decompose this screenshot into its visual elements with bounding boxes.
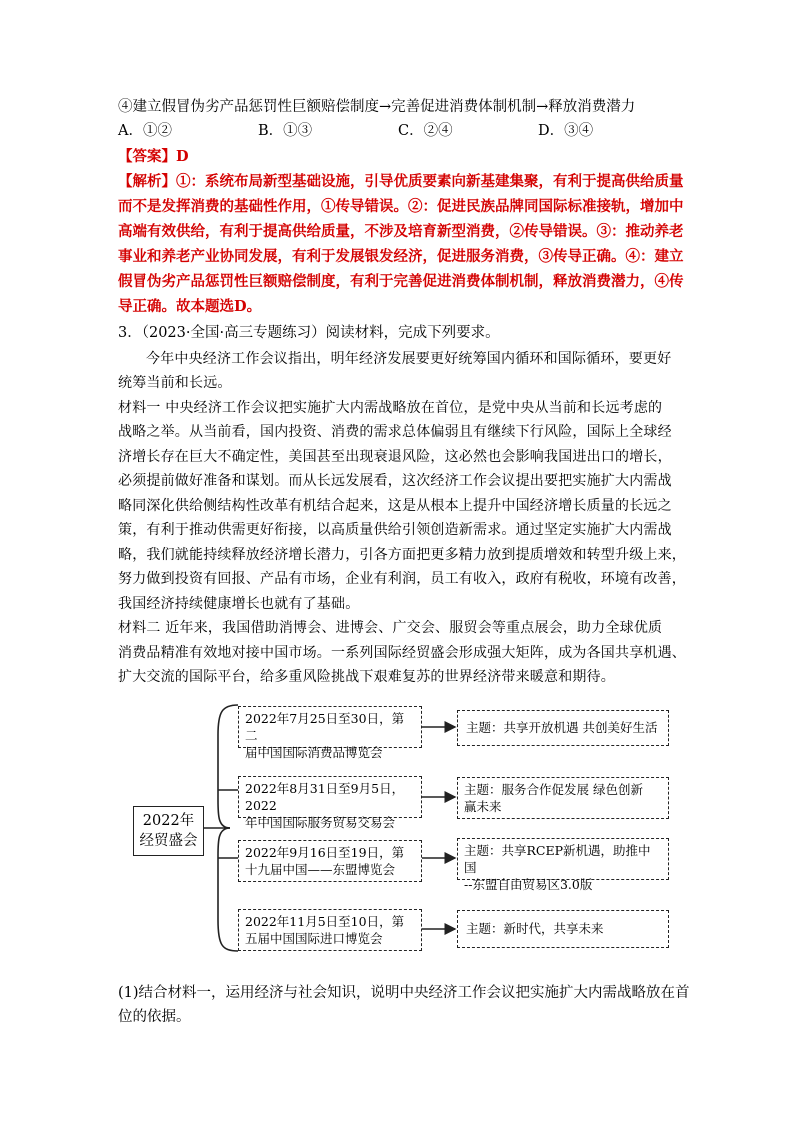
- event-date: 2022年11月5日至10日，第: [245, 914, 405, 929]
- material1-line: 材料一 中央经济工作会议把实施扩大内需战略放在首位，是党中央从当前和长远考虑的: [118, 400, 663, 416]
- analysis-line: 事业和养老产业协同发展，有利于发展银发经济，促进服务消费，③传导正确。④：建立: [118, 248, 684, 265]
- theme-box: [457, 777, 669, 819]
- analysis-line: 而不是发挥消费的基础性作用，①传导错误。②：促进民族品牌同国际标准接轨，增加中: [118, 198, 684, 215]
- theme-text: 主题：新时代，共享未来: [466, 921, 604, 936]
- question1-line: 位的依据。: [118, 1009, 191, 1025]
- brace-bottom: [218, 828, 238, 951]
- event-date: 2022年9月16日至19日，第: [245, 845, 405, 860]
- material1-line: 略，我们就能持续释放经济增长潜力，引各方面把更多精力放到提质增效和转型升级上来，: [118, 547, 686, 563]
- material1-line: 我国经济持续健康增长也就有了基础。: [118, 596, 360, 612]
- theme-text: 主题：服务合作促发展 绿色创新: [464, 782, 643, 797]
- answer: 【答案】D: [118, 148, 189, 165]
- material1-line: 略同深化供给侧结构性改革有机结合起来，这是从根本上提升中国经济增长质量的长远之: [118, 498, 672, 514]
- question-header: 3．（2023·全国·高三专题练习）阅读材料，完成下列要求。: [118, 325, 500, 341]
- analysis-line: 导正确。故本题选D。: [118, 298, 262, 315]
- root-line1: 2022年: [142, 813, 195, 829]
- root-line2: 经贸盛会: [139, 833, 198, 849]
- option-a: A．①②: [118, 123, 172, 139]
- event-name: 届中国国际消费品博览会: [245, 745, 383, 760]
- event-box: [238, 840, 422, 882]
- analysis-line: 假冒伪劣产品惩罚性巨额赔偿制度，有利于完善促进消费体制机制，释放消费潜力，④传: [118, 273, 684, 290]
- diagram-root: [133, 806, 204, 856]
- event-name: 五届中国国际进口博览会: [245, 931, 383, 946]
- material1-line: 努力做到投资有回报、产品有市场，企业有利润，员工有收入，政府有税收，环境有改善，: [118, 571, 686, 587]
- analysis-line: 高端有效供给，有利于提高供给质量，不涉及培育新型消费，②传导错误。③：推动养老: [118, 223, 684, 240]
- event-date: 2022年8月31日至9月5日，2022: [245, 781, 405, 813]
- theme-box: [457, 910, 669, 948]
- theme-text: --东盟自由贸易区3.0版: [464, 877, 593, 892]
- option-item-4: ④建立假冒伪劣产品惩罚性巨额赔偿制度→完善促进消费体制机制→释放消费潜力: [118, 99, 636, 115]
- event-name: 十九届中国——东盟博览会: [245, 862, 396, 877]
- event-box: [238, 776, 422, 830]
- event-name: 年中国国际服务贸易交易会: [245, 815, 396, 830]
- theme-text: 主题：共享RCEP新机遇，助推中国: [464, 843, 651, 875]
- intro-line: 统筹当前和长远。: [118, 375, 232, 391]
- material1-line: 济增长存在巨大不确定性，美国甚至出现衰退风险，这必然也会影响我国进出口的增长，: [118, 449, 672, 465]
- material1-line: 战略之举。从当前看，国内投资、消费的需求总体偏弱且有继续下行风险，国际上全球经: [118, 424, 672, 440]
- theme-box: [457, 838, 669, 892]
- event-date: 2022年7月25日至30日，第二: [245, 711, 405, 743]
- material1-line: 策，有利于推动供需更好衔接，以高质量供给引领创造新需求。通过坚定实施扩大内需战: [118, 522, 672, 538]
- option-b: B．①③: [258, 123, 313, 139]
- material1-line: 必须提前做好准备和谋划。而从长远发展看，这次经济工作会议提出要把实施扩大内需战: [118, 473, 672, 489]
- theme-text: 赢未来: [464, 799, 502, 814]
- theme-text: 主题：共享开放机遇 共创美好生活: [466, 720, 658, 735]
- material2-line: 材料二 近年来，我国借助消博会、进博会、广交会、服贸会等重点展会，助力全球优质: [118, 620, 663, 636]
- intro-line: 今年中央经济工作会议指出，明年经济发展要更好统筹国内循环和国际循环，要更好: [146, 351, 672, 367]
- material2-line: 扩大交流的国际平台，给多重风险挑战下艰难复苏的世界经济带来暖意和期待。: [118, 669, 615, 685]
- option-d: D．③④: [538, 123, 594, 139]
- brace-top: [218, 705, 238, 828]
- event-box: [238, 909, 422, 951]
- material2-line: 消费品精准有效地对接中国市场。一系列国际经贸盛会形成强大矩阵，成为各国共享机遇、: [118, 645, 686, 661]
- question1-line: (1)结合材料一，运用经济与社会知识，说明中央经济工作会议把实施扩大内需战略放在首: [118, 985, 690, 1001]
- analysis-line: 【解析】①：系统布局新型基础设施，引导优质要素向新基建集聚，有利于提高供给质量: [118, 173, 684, 190]
- event-box: [238, 706, 422, 760]
- theme-box: [457, 710, 669, 746]
- option-c: C．②④: [398, 123, 453, 139]
